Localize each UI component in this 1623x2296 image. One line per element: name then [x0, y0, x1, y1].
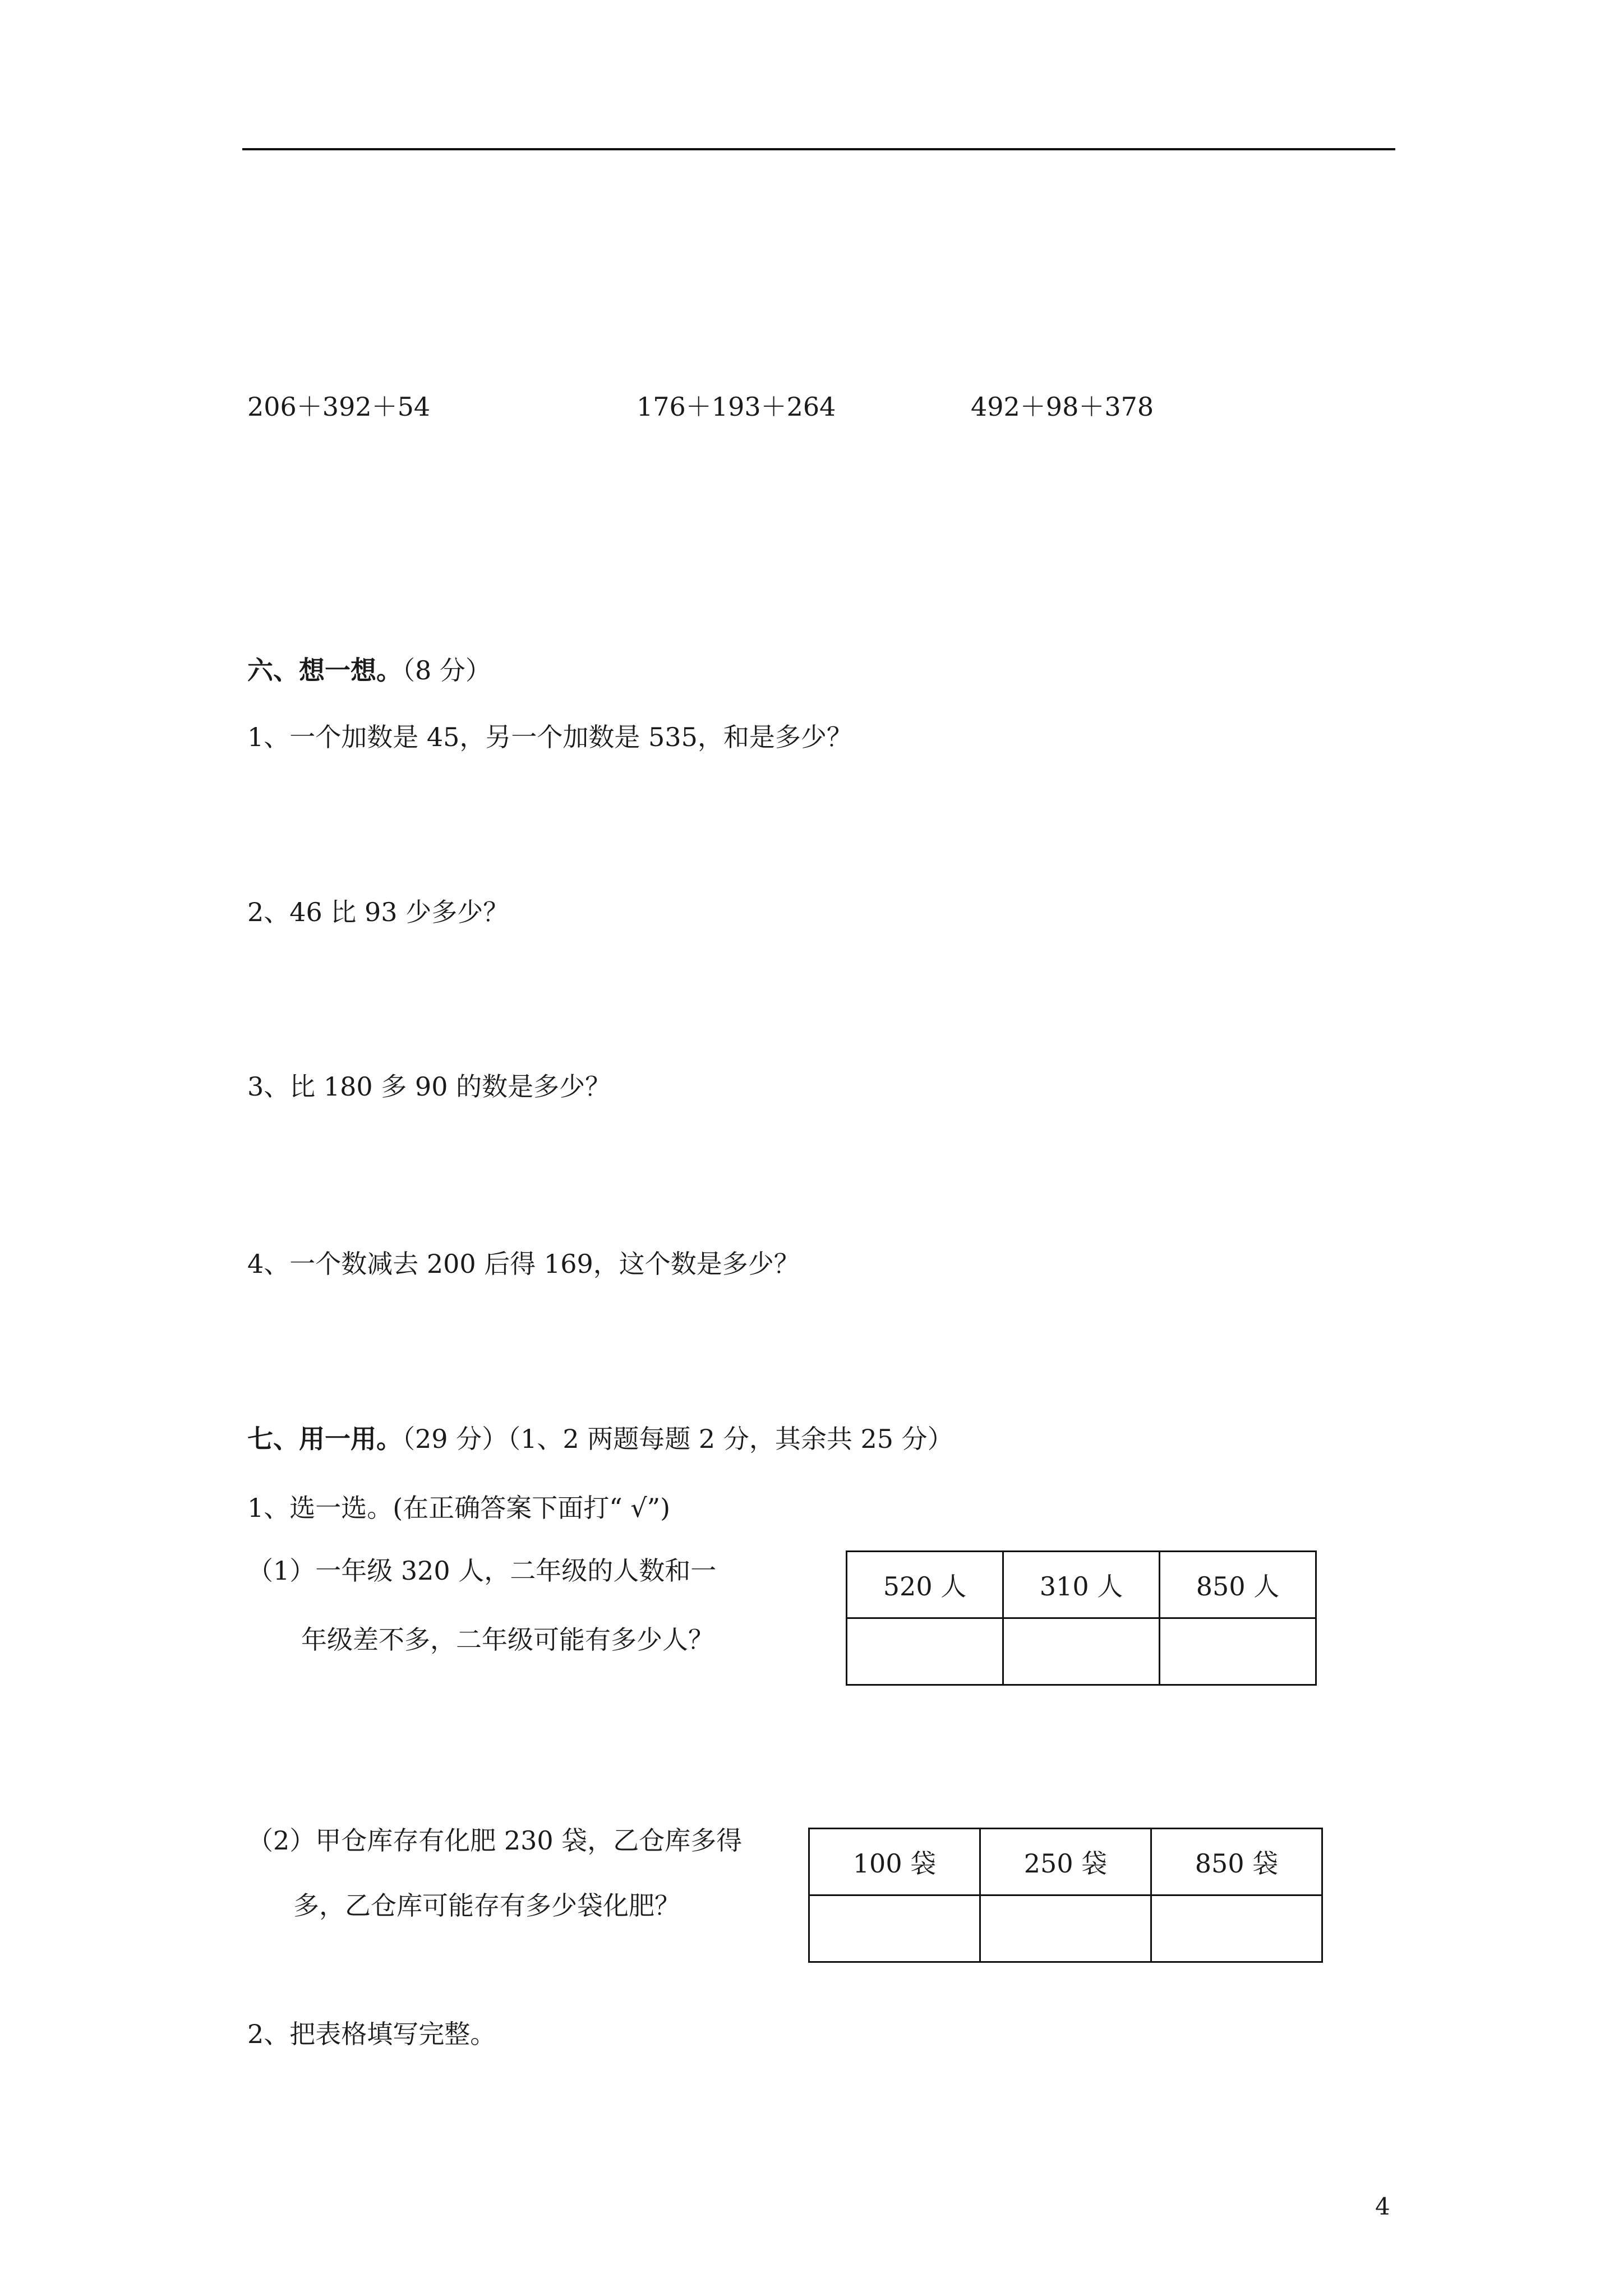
- sub1-line2: 年级差不多，二年级可能有多少人？: [301, 1625, 714, 1655]
- option-cell: 850 人: [1160, 1552, 1316, 1618]
- choice-table-1: [846, 1550, 1317, 1686]
- option-row: [809, 1829, 1322, 1895]
- section6-title: 六、想一想。: [247, 655, 402, 685]
- section7-title: 七、用一用。: [247, 1424, 402, 1454]
- choice-table-2: [808, 1828, 1323, 1963]
- option-cell: 250 袋: [980, 1829, 1151, 1895]
- answer-cell[interactable]: [1151, 1895, 1322, 1962]
- page-number: 4: [1375, 2193, 1390, 2220]
- section7-heading: [247, 1426, 953, 1452]
- answer-cell[interactable]: [809, 1895, 980, 1962]
- header-rule: [242, 148, 1395, 150]
- answer-row: [847, 1618, 1316, 1685]
- expression-3: 492＋98＋378: [971, 392, 1154, 422]
- answer-cell[interactable]: [1003, 1618, 1160, 1685]
- option-cell: 850 袋: [1151, 1829, 1322, 1895]
- sub2-line1: （2）甲仓库存有化肥 230 袋，乙仓库多得: [247, 1825, 743, 1856]
- answer-row: [809, 1895, 1322, 1962]
- section6-question-2: 2、46 比 93 少多少？: [247, 897, 509, 927]
- section6-score: （8 分）: [402, 655, 491, 685]
- expression-1: 206＋392＋54: [247, 392, 431, 422]
- section6-question-4: 4、一个数减去 200 后得 169，这个数是多少？: [247, 1249, 800, 1279]
- option-cell: 100 袋: [809, 1829, 980, 1895]
- section6-question-3: 3、比 180 多 90 的数是多少？: [247, 1071, 611, 1102]
- answer-cell[interactable]: [847, 1618, 1003, 1685]
- section7-score: （29 分）（1、2 两题每题 2 分，其余共 25 分）: [402, 1424, 953, 1454]
- expression-2: 176＋193＋264: [637, 392, 836, 422]
- section6-heading: [247, 657, 491, 683]
- answer-cell[interactable]: [1160, 1618, 1316, 1685]
- section6-question-1: 1、一个加数是 45，另一个加数是 535，和是多少？: [247, 722, 852, 752]
- sub1-line1: （1）一年级 320 人，二年级的人数和一: [247, 1556, 717, 1586]
- section7-q1-title: 1、选一选。(在正确答案下面打“ √”): [247, 1493, 671, 1523]
- answer-cell[interactable]: [980, 1895, 1151, 1962]
- option-cell: 520 人: [847, 1552, 1003, 1618]
- option-cell: 310 人: [1003, 1552, 1160, 1618]
- option-row: [847, 1552, 1316, 1618]
- section7-q2-title: 2、把表格填写完整。: [247, 2019, 496, 2049]
- sub2-line2: 多，乙仓库可能存有多少袋化肥？: [293, 1890, 680, 1921]
